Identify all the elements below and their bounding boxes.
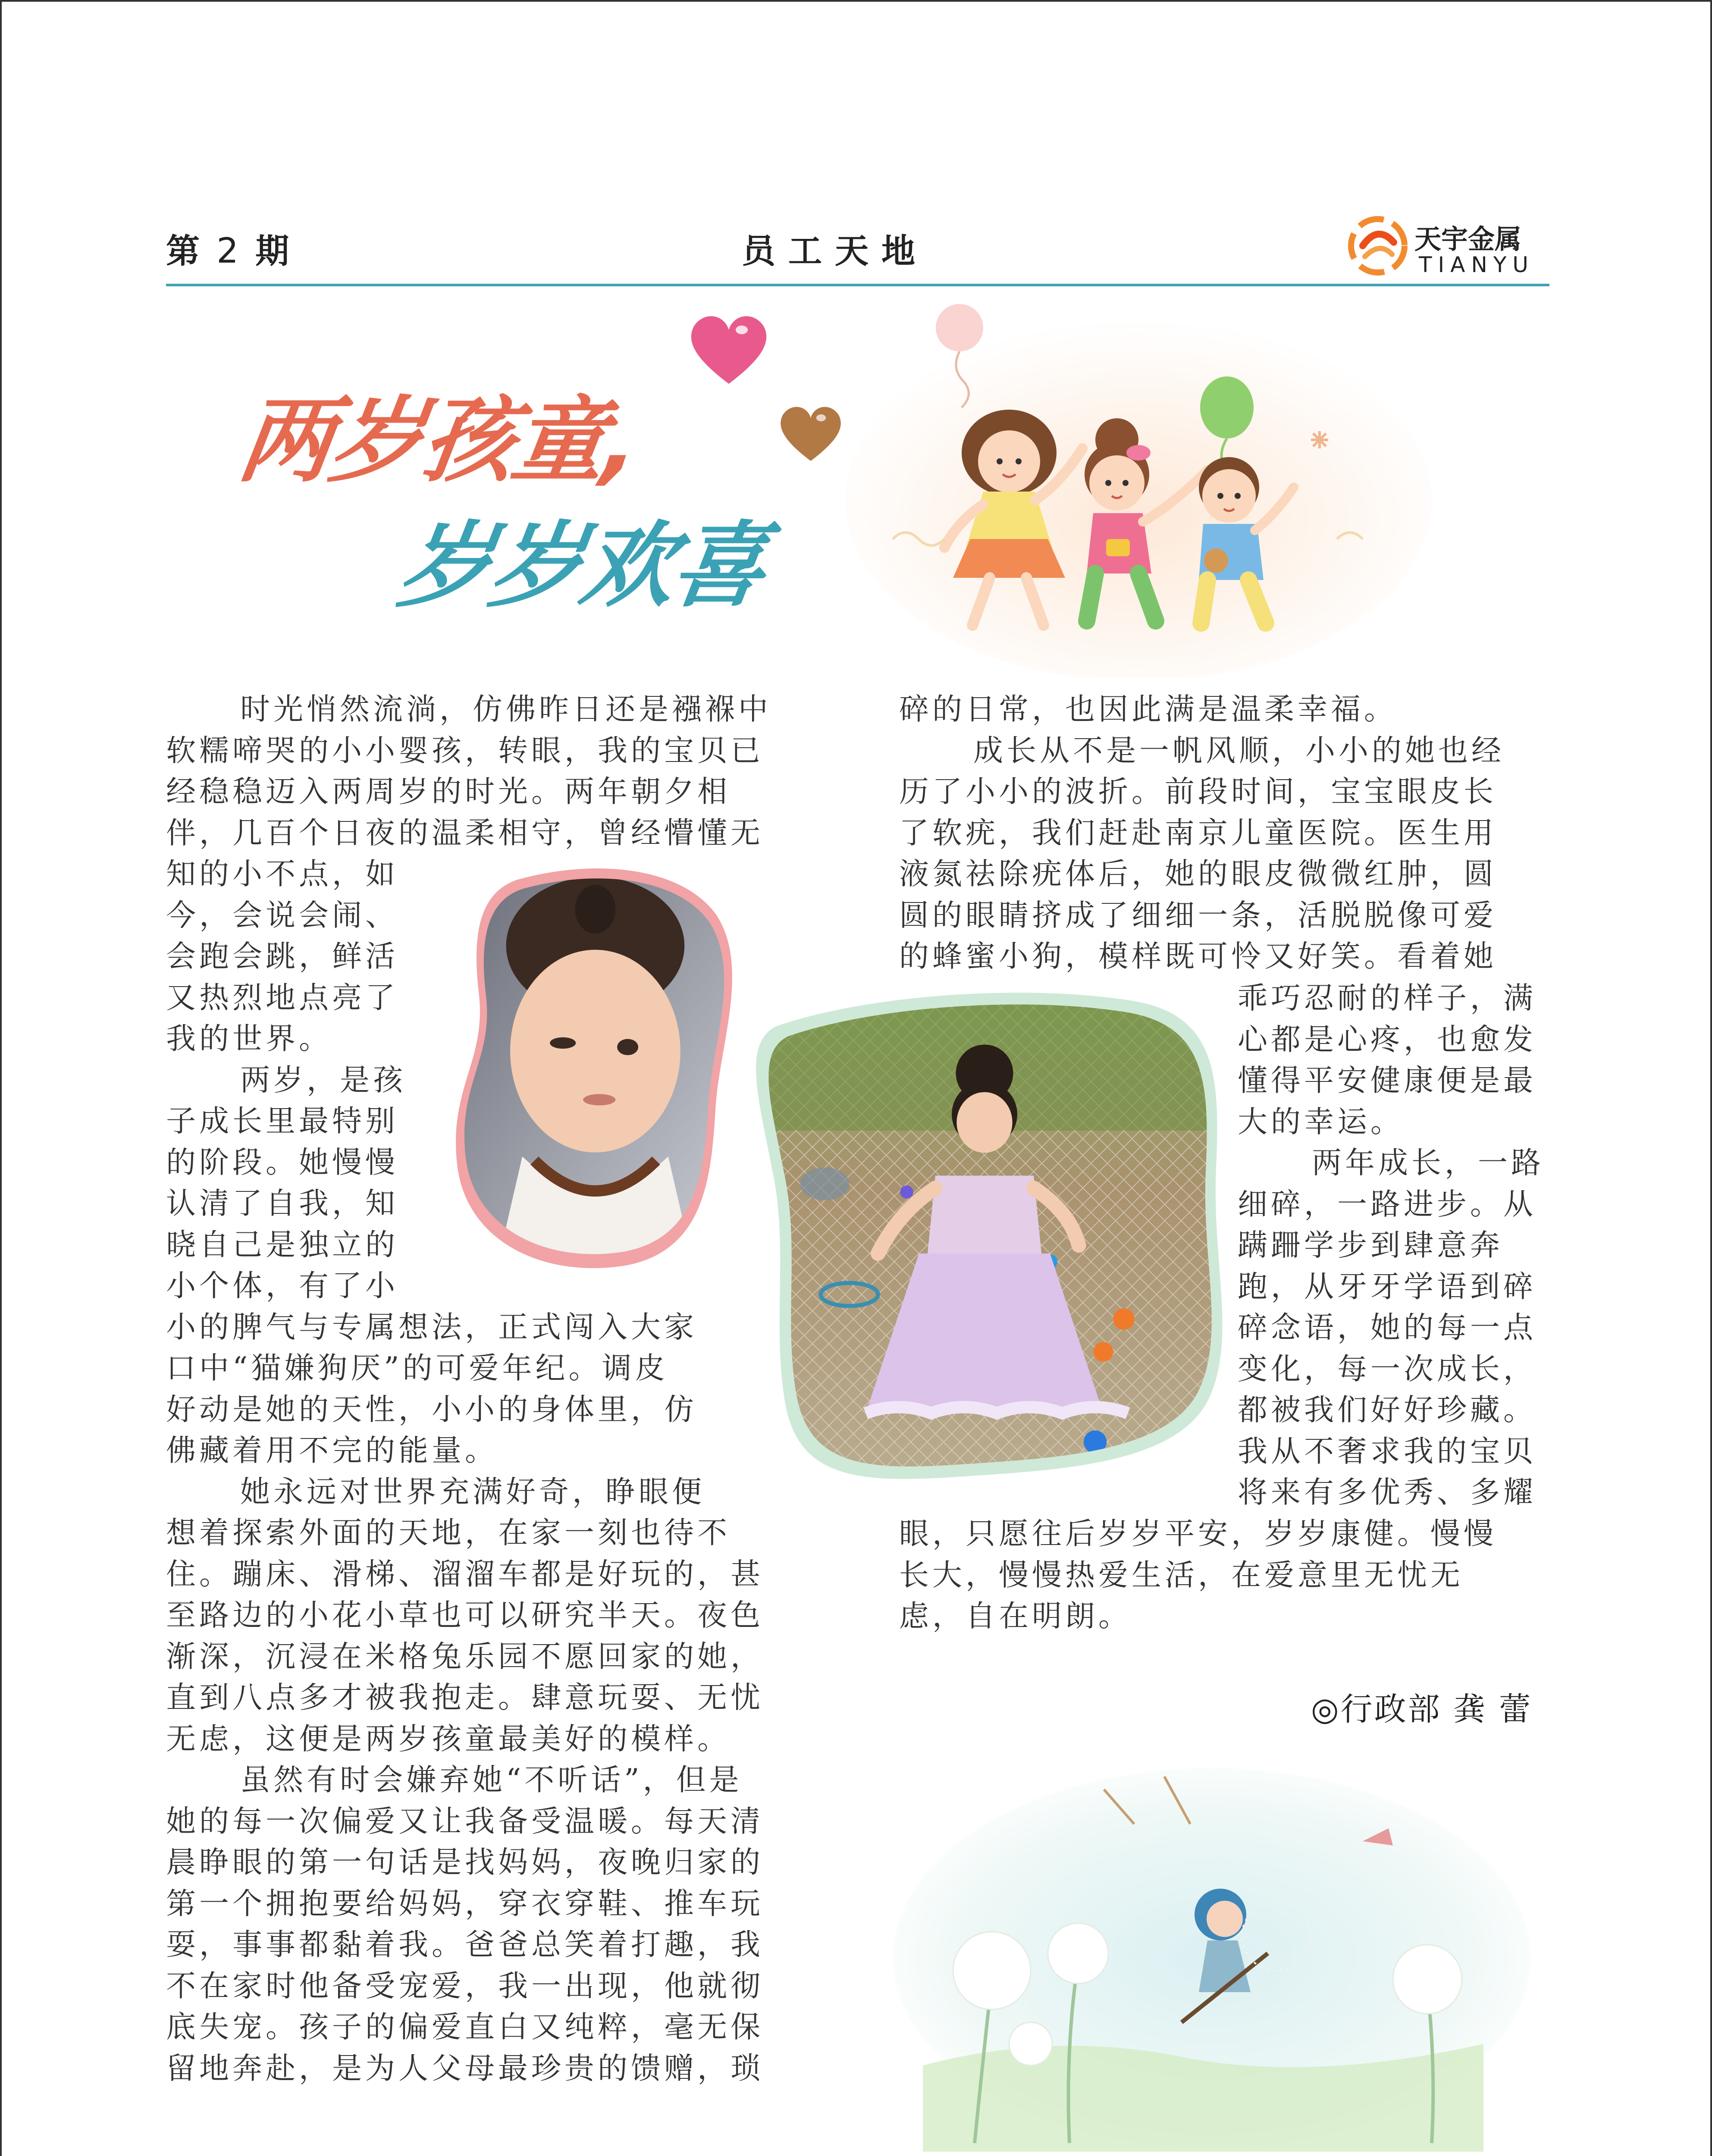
paragraph-line: 细碎，一路进步。从: [1238, 1187, 1536, 1222]
issue-label: [166, 224, 292, 273]
paragraph-line: 两岁，是孩: [240, 1062, 406, 1097]
paragraph-line: 成长从不是一帆风顺，小小的她也经: [973, 733, 1505, 768]
paragraph-line: 晨睁眼的第一句话是找妈妈，夜晚归家的: [166, 1845, 764, 1880]
article-right-column-wrap: [1238, 978, 1544, 1514]
paragraph-line: 会跑会跳，鲜活: [166, 939, 398, 974]
paragraph-line: 想着探索外面的天地，在家一刻也待不: [166, 1516, 731, 1550]
paragraph-line: 跑，从牙牙学语到碎: [1238, 1269, 1536, 1304]
paragraph-line: 她永远对世界充满好奇，睁眼便: [240, 1474, 705, 1509]
paragraph-line: 圆的眼睛挤成了细细一条，活脱脱像可爱: [899, 898, 1497, 933]
paragraph-line: 耍，事事都黏着我。爸爸总笑着打趣，我: [166, 1927, 764, 1962]
paragraph-line: 懂得平安健康便是最: [1238, 1063, 1536, 1098]
paragraph-line: 碎念语，她的每一点: [1238, 1310, 1536, 1345]
paragraph-line: 认清了自我，知: [166, 1186, 398, 1221]
section-title: 员工天地: [742, 232, 928, 271]
paragraph-line: 眼，只愿往后岁岁平安，岁岁康健。慢慢: [899, 1517, 1497, 1551]
paragraph-line: 子成长里最特别: [166, 1104, 398, 1138]
paragraph-line: 蹒跚学步到肆意奔: [1238, 1228, 1503, 1263]
paragraph-line: 小的脾气与专属想法，正式闯入大家: [166, 1310, 697, 1344]
paragraph-line: 小个体，有了小: [166, 1269, 398, 1303]
paragraph-line: 我从不奢求我的宝贝: [1238, 1434, 1536, 1469]
child-dress-photo: [750, 987, 1242, 1483]
pink-heart-icon: [686, 310, 772, 388]
paragraph-line: 碎的日常，也因此满是温柔幸福。: [899, 692, 1397, 727]
paragraph-line: 长大，慢慢热爱生活，在爱意里无忧无: [899, 1557, 1464, 1592]
paragraph-line: 的阶段。她慢慢: [166, 1145, 398, 1180]
article-title-line2: 岁岁欢喜: [392, 511, 772, 620]
child-face-photo: [440, 862, 742, 1276]
paragraph-line: 液氮祛除疣体后，她的眼皮微微红肿，圆: [899, 857, 1497, 891]
author-signature: ◎行政部 龚 蕾: [1311, 1691, 1533, 1728]
paragraph-line: 软糯啼哭的小小婴孩，转眼，我的宝贝已: [166, 733, 764, 768]
paragraph-line: 伴，几百个日夜的温柔相守，曾经懵懂无: [166, 815, 764, 850]
paragraph-line: 历了小小的波折。前段时间，宝宝眼皮长: [899, 774, 1497, 809]
logo-english-name: TIANYU: [1419, 252, 1535, 277]
paragraph-line: 不在家时他备受宠爱，我一出现，他就彻: [166, 1968, 764, 2003]
right-border: [1710, 0, 1712, 2156]
paragraph-line: 的蜂蜜小狗，模样既可怜又好笑。看着她: [899, 939, 1497, 974]
paragraph-line: 虽然有时会嫌弃她“不听话”，但是: [240, 1763, 743, 1797]
header-rule: [166, 284, 1549, 286]
paragraph-line: 底失宠。孩子的偏爱直白又纯粹，毫无保: [166, 2010, 764, 2044]
paragraph-line: 都被我们好好珍藏。: [1238, 1393, 1536, 1427]
logo-chinese-name: 天宇金属: [1414, 223, 1522, 255]
paragraph-line: 至路边的小花小草也可以研究半天。夜色: [166, 1598, 764, 1633]
paragraph-line: 佛藏着用不完的能量。: [166, 1433, 498, 1468]
paragraph-line: 直到八点多才被我抱走。肆意玩耍、无忧: [166, 1680, 764, 1715]
paragraph-line: 第一个拥抱要给妈妈，穿衣穿鞋、推车玩: [166, 1886, 764, 1921]
paragraph-line: 心都是心疼，也愈发: [1238, 1022, 1536, 1057]
paragraph-line: 虑，自在明朗。: [899, 1599, 1132, 1633]
paragraph-line: 我的世界。: [166, 1022, 332, 1056]
brown-heart-icon: [776, 401, 845, 466]
dandelion-illustration: [888, 1764, 1535, 2152]
paragraph-line: 她的每一次偏爱又让我备受温暖。每天清: [166, 1804, 764, 1839]
swirl-logo-icon: [1345, 211, 1410, 280]
left-border: [0, 0, 2, 2156]
paragraph-line: 知的小不点，如: [166, 857, 398, 891]
paragraph-line: 留地奔赴，是为人父母最珍贵的馈赠，琐: [166, 2051, 764, 2086]
paragraph-line: 了软疣，我们赶赴南京儿童医院。医生用: [899, 815, 1497, 850]
paragraph-line: 变化，每一次成长，: [1238, 1351, 1536, 1386]
paragraph-line: 好动是她的天性，小小的身体里，仿: [166, 1392, 697, 1427]
paragraph-line: 今，会说会闹、: [166, 898, 398, 933]
paragraph-line: 无虑，这便是两岁孩童最美好的模样。: [166, 1721, 731, 1756]
company-logo: [1345, 211, 1552, 285]
paragraph-line: 口中“猫嫌狗厌”的可爱年纪。调皮: [166, 1351, 668, 1385]
issue-suffix: 期: [255, 232, 292, 271]
paragraph-line: 渐深，沉浸在米格兔乐园不愿回家的她，: [166, 1639, 764, 1674]
paragraph-line: 住。蹦床、滑梯、溜溜车都是好玩的，甚: [166, 1557, 764, 1592]
paragraph-line: 两年成长，一路: [1312, 1146, 1544, 1180]
issue-number: 2: [216, 231, 241, 271]
issue-prefix: 第: [166, 232, 203, 271]
article-right-column-bottom: [899, 1514, 1497, 1637]
children-illustration: [841, 298, 1436, 677]
paragraph-line: 经稳稳迈入两周岁的时光。两年朝夕相: [166, 774, 731, 809]
top-border: [0, 0, 1712, 2]
article-title-line1: 两岁孩童,: [232, 386, 646, 495]
paragraph-line: 时光悄然流淌，仿佛昨日还是襁褓中: [240, 692, 771, 727]
paragraph-line: 将来有多优秀、多耀: [1238, 1475, 1536, 1510]
paragraph-line: 乖巧忍耐的样子，满: [1238, 981, 1536, 1015]
paragraph-line: 大的幸运。: [1238, 1104, 1404, 1139]
paragraph-line: 晓自己是独立的: [166, 1227, 398, 1262]
paragraph-line: 又热烈地点亮了: [166, 980, 398, 1015]
article-right-column-top: [899, 689, 1505, 978]
